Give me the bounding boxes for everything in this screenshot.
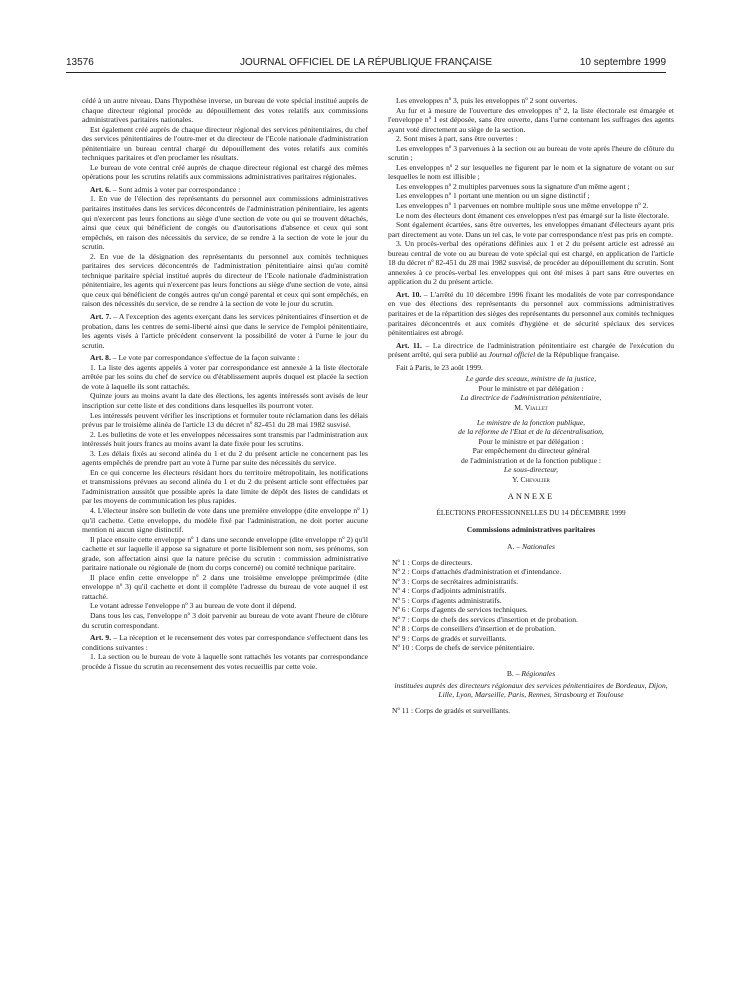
section-b-subtitle: instituées auprès des directeurs régionaux des services pénitentiaires de Bordeaux, Dijon, Lille, Lyon, Marseille, Paris, Rennes, Strasbourg et Toulouse	[394, 680, 668, 700]
paragraph: Sont également écartées, sans être ouvertes, les enveloppes émanant d'électeurs ayant pris part directement au vote. Dans un tel cas, le vote par correspondance n'est pas pris en compte.	[388, 220, 674, 239]
paragraph: Les enveloppes nº 1 parvenues en nombre multiple sous une même enveloppe nº 2.	[396, 201, 649, 211]
list-item: Nº 11 : Corps de gradés et surveillants.	[392, 705, 511, 715]
list-item: Nº 8 : Corps de conseillers d'insertion et de probation.	[392, 624, 557, 634]
journal-officiel-ref: Journal officiel	[488, 350, 536, 360]
paragraph: 1. En vue de l'élection des représentants du personnel aux commissions administratives paritaires instituées dans les services déconcentrés de l'administration pénitentiaire, les agents qui n'exercent pas leurs fonctions au siège d'une section de vote ou qui se trouvent détachés, ainsi que ceux qui bénéficient de congés ou d'autorisations d'absence et ceux qui sont empêchés, en raison des nécessités du service, de se rendre à la section de vote le jour du scrutin.	[82, 194, 368, 252]
header-rule	[66, 72, 666, 73]
signature-block-1	[388, 374, 674, 412]
page-number: 13576	[66, 57, 94, 68]
delegation-line: Par empêchement du directeur général	[472, 446, 590, 456]
right-column	[388, 96, 674, 715]
signatory-title: Le sous-directeur,	[503, 465, 559, 475]
article-text: – La réception et le recensement des votes par correspondance s'effectuent dans les conditions suivantes :	[82, 633, 368, 652]
article-text: – Le vote par correspondance s'effectue de la façon suivante :	[110, 353, 300, 363]
signatory-title: Le ministre de la fonction publique,	[476, 417, 586, 427]
list-item: Nº 3 : Corps de secrétaires administratifs.	[392, 576, 519, 586]
left-column	[82, 96, 368, 671]
delegation-line: de l'administration et de la fonction publique :	[461, 455, 601, 465]
paragraph: Dans tous les cas, l'enveloppe nº 3 doit parvenir au bureau de vote avant l'heure de clôture du scrutin correspondant.	[82, 610, 368, 630]
article-text: – L'arrêté du 10 décembre 1996 fixant les modalités de vote par correspondance en vue des élections des représentants du personnel aux commissions administratives paritaires et de la répartition des sièges des représentants du personnel aux comités techniques paritaires déconcentrés et aux comités d'hygiène et de sécurité spéciaux des services pénitentiaires est abrogé.	[388, 289, 674, 338]
paragraph: Il place ensuite cette enveloppe nº 1 dans une seconde enveloppe (dite enveloppe nº 2) qu'il cachette et sur laquelle il appose sa signature et porte lisiblement son nom, ses prénoms, son grade, son affectation ainsi que la nature précise du scrutin : commission administrative paritaire nationale ou régionale de (nom du corps concerné) ou comité technique paritaire.	[82, 534, 368, 573]
paragraph: Les enveloppes nº 2 sur lesquelles ne figurent par le nom et la signature de votant ou sur lesquelles le nom est illisible ;	[388, 162, 674, 182]
paragraph: 2. Sont mises à part, sans être ouvertes :	[396, 134, 518, 144]
list-item: Nº 10 : Corps de chefs de service pénitentiaire.	[392, 643, 535, 653]
corps-list-national	[388, 558, 674, 653]
paragraph: 3. Les délais fixés au second alinéa du 1 et du 2 du présent article ne concernent pas les agents empêchés de prendre part au vote à l'urne par suite des nécessités du service.	[82, 448, 368, 468]
paragraph: 1. La section ou le bureau de vote à laquelle sont rattachés les votants par correspondance procède à l'issue du scrutin au recensement des votes recueillis par cette voie.	[82, 652, 368, 671]
list-item: Nº 9 : Corps de gradés et surveillants.	[392, 633, 507, 643]
paragraph: 2. En vue de la désignation des représentants du personnel aux comités techniques paritaires des services déconcentrés de l'administration pénitentiaire ainsi qu'au comité technique paritaire spécial institué auprès du directeur de l'Ecole nationale d'administration pénitentiaire, les agents qui n'exercent pas leurs fonctions au siège d'une section de vote, ainsi que ceux qui bénéficient de congés autres qu'un congé parental et ceux qui sont empêchés, en raison des nécessités du service, de se rendre à la section de vote le jour du scrutin.	[82, 251, 368, 309]
elections-heading: ÉLECTIONS PROFESSIONNELLES DU 14 DÉCEMBRE 1999	[436, 508, 626, 517]
paragraph: Au fur et à mesure de l'ouverture des enveloppes nº 2, la liste électorale est émargée et l'enveloppe nº 1 est déposée, sans être ouverte, dans l'urne contenant les suffrages des agents ayant voté directement au siège de la section.	[388, 105, 674, 134]
commissions-heading: Commissions administratives paritaires	[466, 525, 596, 535]
paragraph: Les enveloppes nº 3, puis les enveloppes nº 2 sont ouvertes.	[396, 96, 578, 105]
article-heading: Art. 10.	[396, 289, 422, 299]
section-a-heading	[388, 542, 674, 552]
signing-place-date: Fait à Paris, le 23 août 1999.	[396, 362, 483, 372]
list-item: Nº 1 : Corps de directeurs.	[392, 557, 473, 567]
list-item: Nº 7 : Corps de chefs des services d'insertion et de probation.	[392, 614, 578, 624]
signatory-title: de la réforme de l'Etat et de la décentralisation,	[458, 427, 604, 437]
article-text: – A l'exception des agents exerçant dans les services pénitentiaires d'insertion et de probation, dans les centres de semi-liberté ainsi que dans le service de l'emploi pénitentiaire, les agents visés à l'article précédent conservent la possibilité de voter à l'urne le jour du scrutin.	[82, 312, 368, 350]
section-b-label: B. –	[506, 668, 522, 678]
list-item: Nº 4 : Corps d'adjoints administratifs.	[392, 586, 507, 596]
paragraph: Les enveloppes nº 1 portant une mention ou un signe distinctif ;	[396, 191, 590, 201]
paragraph: 2. Les bulletins de vote et les enveloppes nécessaires sont transmis par l'administration aux intéressés huit jours francs au moins avant la date fixée pour les scrutins.	[82, 429, 368, 449]
section-b-heading	[388, 669, 674, 679]
corps-list-regional	[388, 706, 674, 716]
article-10	[388, 290, 674, 338]
list-item: Nº 2 : Corps d'attachés d'administration et d'intendance.	[392, 567, 562, 577]
paragraph: Le nom des électeurs dont émanent ces enveloppes n'est pas émargé sur la liste électorale.	[396, 210, 670, 220]
section-a-title: Nationales	[522, 541, 555, 551]
paragraph: 4. L'électeur insère son bulletin de vote dans une première enveloppe (dite enveloppe nº 1) qu'il cachette. Cette enveloppe, du modèle fixé par l'administration, ne doit porter aucune mention ni aucun signe distinctif.	[82, 505, 368, 535]
list-item: Nº 5 : Corps d'agents administratifs.	[392, 595, 502, 605]
paragraph: cédé à un autre niveau. Dans l'hypothèse inverse, un bureau de vote spécial institué auprès de chaque directeur régional procède au dépouillement des votes relatifs aux commissions administratives paritaires nationales.	[82, 96, 368, 125]
signature-block-2	[388, 418, 674, 485]
paragraph: 1. La liste des agents appelés à voter par correspondance est annexée à la liste électorale arrêtée par les soins du chef de service ou d'établissement auprès duquel est placée la section de vote à laquelle ils sont rattachés.	[82, 362, 368, 391]
article-text: – Sont admis à voter par correspondance :	[110, 184, 241, 194]
annexe-heading: ANNEXE	[507, 492, 555, 502]
paragraph: 3. Un procès-verbal des opérations définies aux 1 et 2 du présent article est adressé au bureau central de vote ou au bureau de vote spécial qui est chargé, en application de l'article 18 du décret nº 82-451 du 28 mai 1982 susvisé, de procéder au dépouillement du scrutin. Sont annexées à ce procès-verbal les enveloppes qui ont été mises à part sans être ouvertes en application du 2 du présent article.	[388, 239, 674, 287]
paragraph: En ce qui concerne les électeurs résidant hors du territoire métropolitain, les notifications et transmissions prévues au second alinéa du 1 et du 2 du présent article sont effectuées par l'administration aussitôt que possible après la date limite de dépôt des listes de candidats et par les moyens de communication les plus rapides.	[82, 467, 368, 506]
delegation-line: Pour le ministre et par délégation :	[478, 383, 584, 393]
delegation-line: Pour le ministre et par délégation :	[478, 436, 584, 446]
paragraph: Le votant adresse l'enveloppe nº 3 au bureau de vote dont il dépend.	[90, 601, 297, 611]
list-item: Nº 6 : Corps d'agents de services techniques.	[392, 605, 528, 615]
journal-title: JOURNAL OFFICIEL DE LA RÉPUBLIQUE FRANÇAISE	[239, 57, 493, 68]
section-a-label: A. –	[507, 541, 523, 551]
article-heading: Art. 6.	[90, 184, 111, 194]
signatory-name: Y. Chevalier	[512, 474, 550, 484]
signatory-name: M. Viallet	[514, 402, 548, 412]
article-7	[82, 312, 368, 350]
page-header	[66, 57, 666, 71]
article-8	[82, 353, 368, 363]
paragraph: Quinze jours au moins avant la date des élections, les agents intéressés sont avisés de leur inscription sur cette liste et des conditions dans lesquelles ils pourront voter.	[82, 391, 368, 410]
paragraph: Le bureau de vote central créé auprès de chaque directeur régional est chargé des mêmes opérations pour les scrutins relatifs aux commissions administratives paritaires régionales.	[82, 162, 368, 182]
article-text-end: de la République française.	[535, 350, 620, 360]
article-heading: Art. 8.	[90, 353, 111, 363]
article-heading: Art. 11.	[396, 340, 422, 350]
paragraph: Est également créé auprès de chaque directeur régional des services pénitentiaires, du chef des services pénitentiaires de l'outre-mer et du directeur de l'Ecole nationale d'administration pénitentiaire un bureau central chargé du dépouillement des votes relatifs aux comités techniques paritaires et d'en proclamer les résultats.	[82, 124, 368, 163]
paragraph: Les enveloppes nº 2 multiples parvenues sous la signature d'un même agent ;	[396, 181, 630, 191]
article-heading: Art. 7.	[90, 312, 112, 322]
article-text: – La directrice de l'administration pénitentiaire est chargée de l'exécution du présent arrêté, qui sera publié au	[388, 340, 674, 360]
signatory-title: La directrice de l'administration pénitentiaire,	[460, 393, 602, 403]
paragraph: Les enveloppes nº 3 parvenues à la section ou au bureau de vote après l'heure de clôture du scrutin ;	[388, 143, 674, 163]
issue-date: 10 septembre 1999	[579, 57, 666, 68]
article-heading: Art. 9.	[90, 633, 112, 643]
paragraph: Il place enfin cette enveloppe nº 2 dans une troisième enveloppe préimprimée (dite enveloppe nº 3) qu'il cachette et dont il complète l'adresse du bureau de vote auquel il est rattaché.	[82, 572, 368, 601]
article-9	[82, 633, 368, 652]
article-6	[82, 185, 368, 195]
article-11	[388, 341, 674, 360]
signatory-title: Le garde des sceaux, ministre de la justice,	[465, 374, 597, 384]
section-b-title: Régionales	[521, 668, 556, 678]
paragraph: Les intéressés peuvent vérifier les inscriptions et formuler toute réclamation dans les délais prévus par le troisième alinéa de l'article 13 du décret nº 82-451 du 28 mai 1982 susvisé.	[82, 410, 368, 430]
